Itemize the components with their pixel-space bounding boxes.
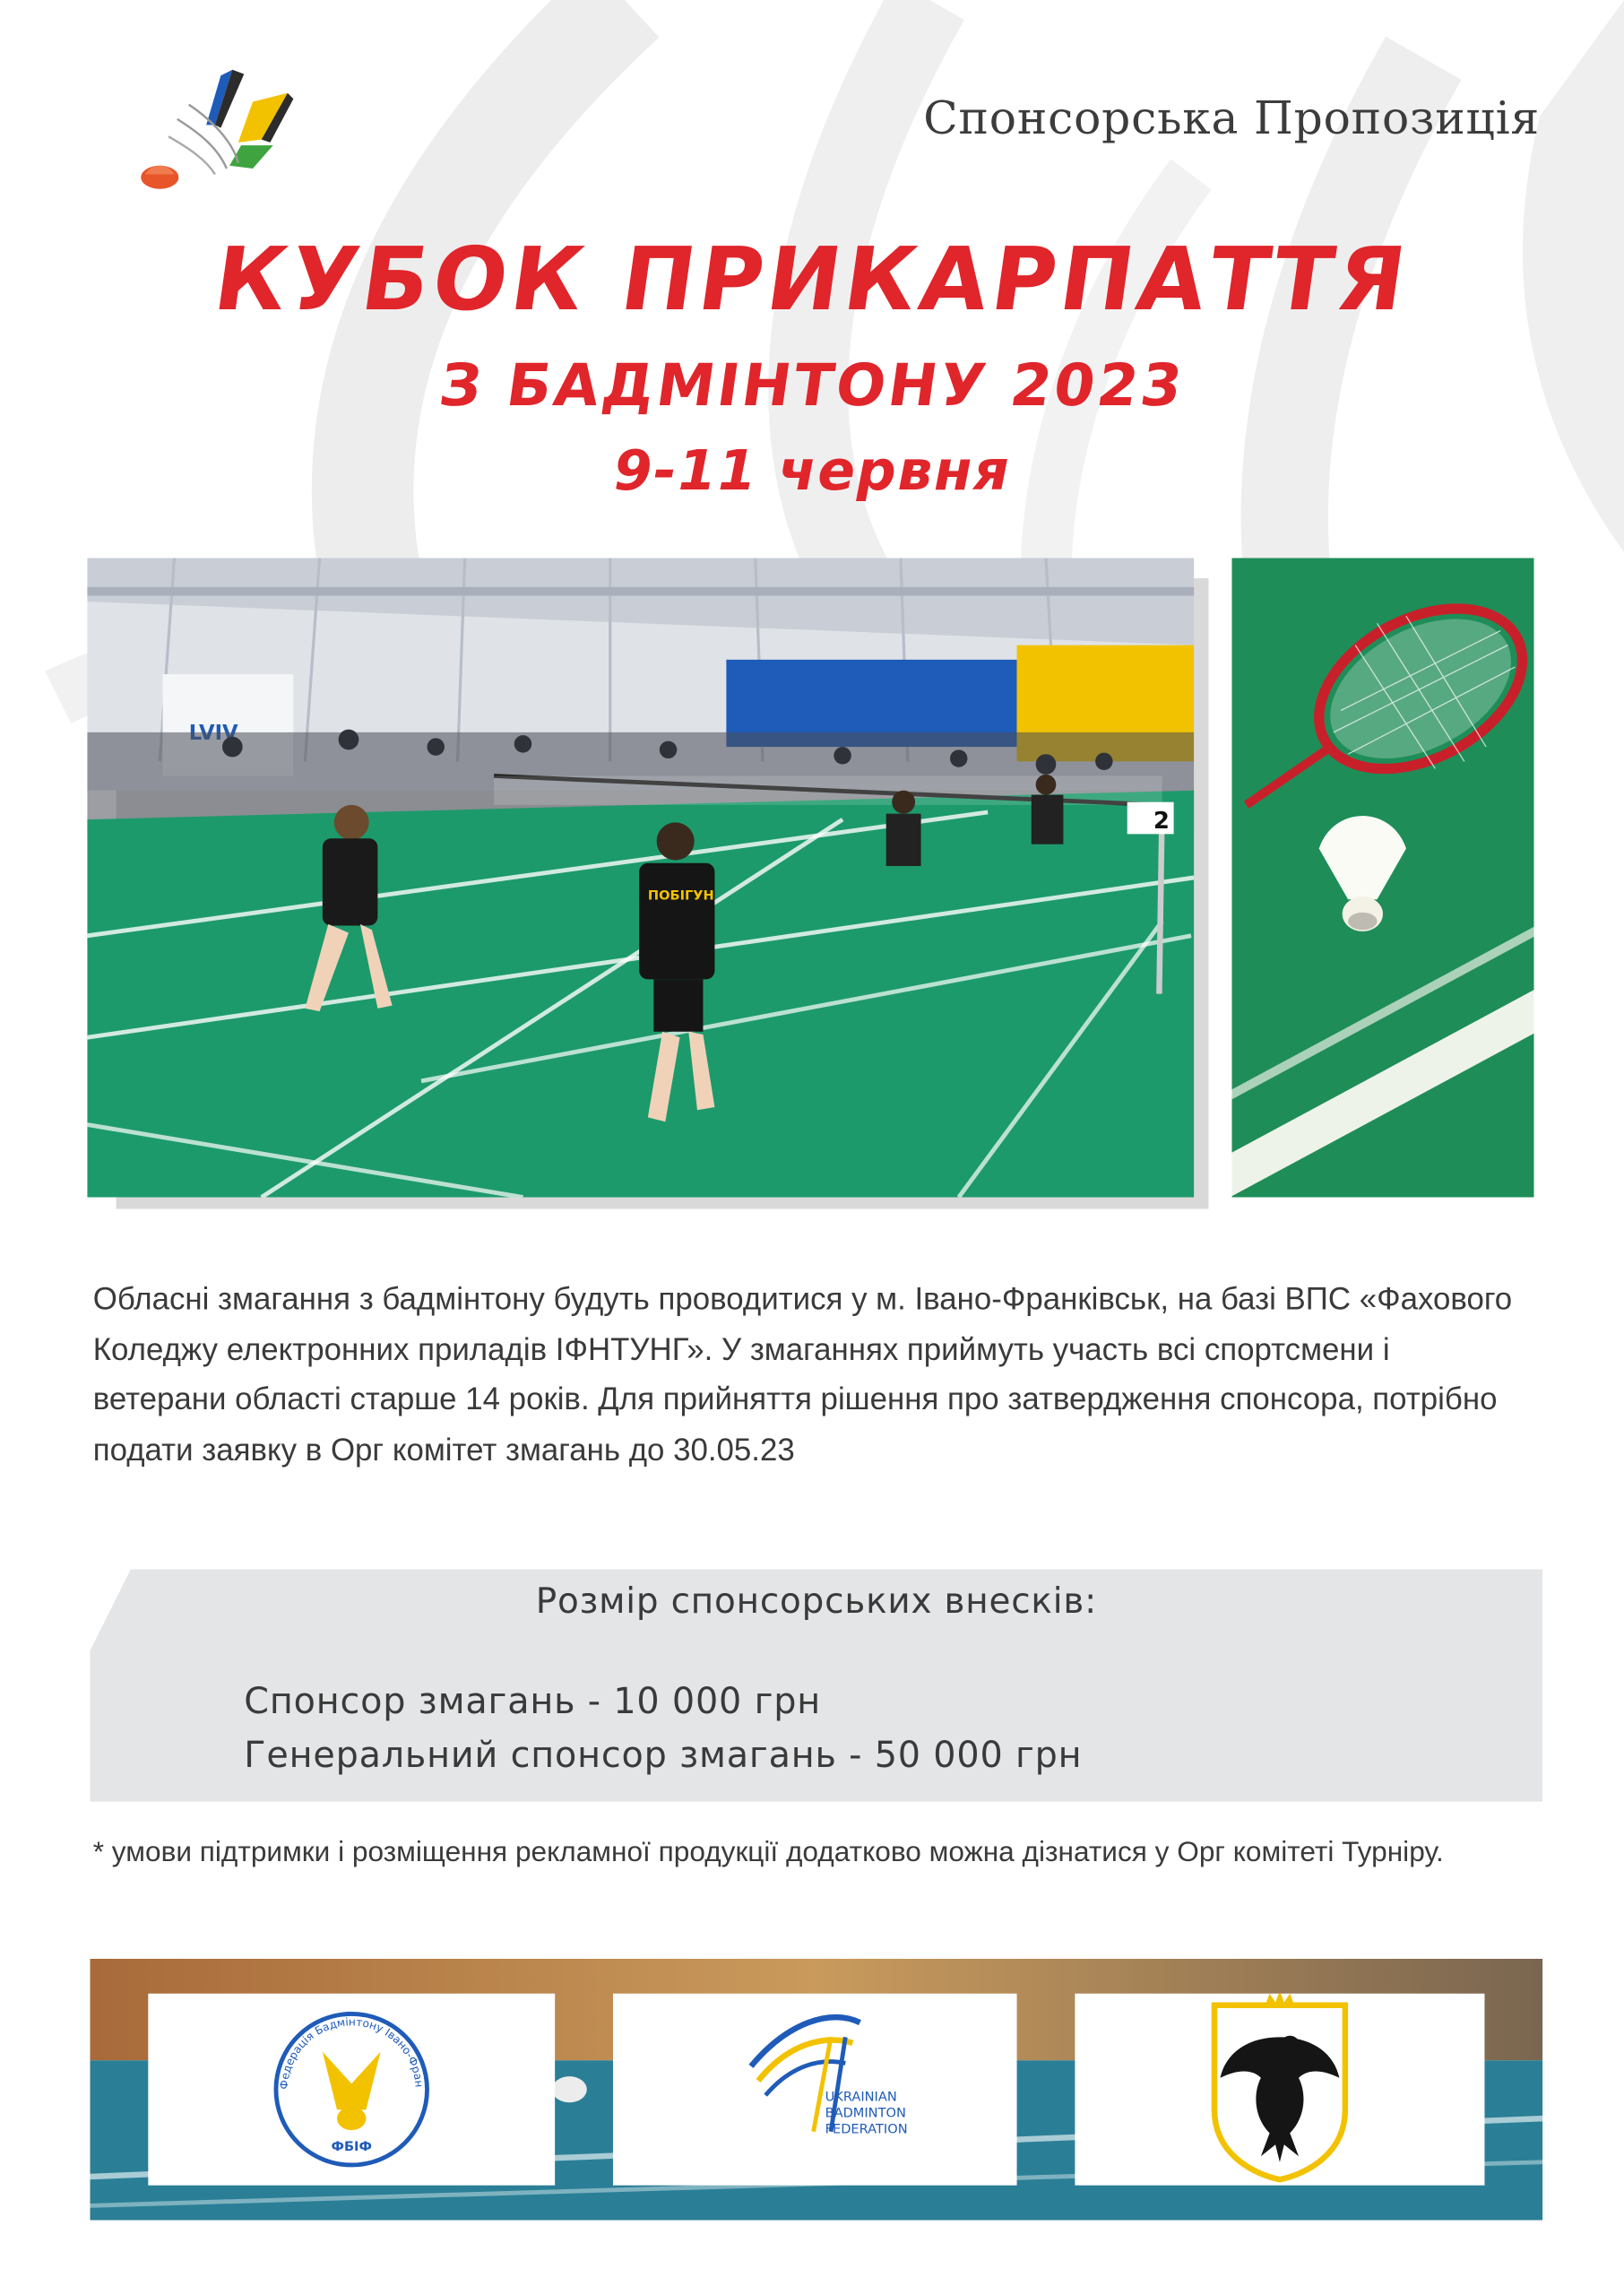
court-number: 2	[1153, 807, 1170, 835]
fbif-ring-text: Федерація Бадмінтону Івано-Фран	[277, 2015, 426, 2091]
fbif-abbr: ФБІФ	[331, 2138, 372, 2154]
intro-paragraph: Обласні змагання з бадмінтону будуть проводитися у м. Івано-Франківськ, на базі ВПС «Фахового Коледжу електронних приладів ІФНТУНГ». У змаганнях приймуть участь всі спортсмени і ветерани області старше 14 років. Для прийняття рішення про затвердження спонсора, потрібно подати заявку в Орг комітет змагань до 30.05.23	[92, 1281, 1513, 1468]
partner-card-fbif	[148, 1994, 555, 2186]
ubf-logo-icon	[613, 1994, 1017, 2186]
partner-card-coat-of-arms	[1075, 1994, 1484, 2186]
jersey-text: ПОБІГУН	[647, 888, 714, 904]
partner-card-ubf	[613, 1994, 1017, 2186]
ubf-line1: UKRAINIAN	[825, 2089, 897, 2105]
event-dates: 9-11 червня	[613, 438, 1011, 503]
document-kicker: Спонсорська Пропозиція	[923, 92, 1541, 146]
ubf-line2: BADMINTON	[825, 2105, 906, 2121]
court-photo	[87, 558, 1194, 1197]
ubf-line3: FEDERATION	[825, 2121, 908, 2137]
racket-image	[1231, 558, 1533, 1197]
shuttlecock-logo-icon	[131, 61, 298, 192]
svg-text:Федерація Бадмінтону Івано-Фра	[148, 1994, 425, 2090]
general-sponsor-tier: Генеральний спонсор змагань - 50 000 грн	[244, 1733, 1083, 1776]
racket-shuttlecock-photo	[1231, 558, 1533, 1197]
jackdaw-coat-of-arms-icon	[1075, 1994, 1484, 2186]
event-subtitle: З БАДМІНТОНУ 2023	[435, 352, 1189, 420]
sponsor-tier: Спонсор змагань - 10 000 грн	[244, 1679, 822, 1722]
footnote: * умови підтримки і розміщення рекламної продукції додатково можна дізнатися у Орг комітеті Турніру.	[92, 1836, 1444, 1869]
sponsorship-heading: Розмір спонсорських внесків:	[535, 1581, 1098, 1622]
event-title: КУБОК ПРИКАРПАТТЯ	[208, 230, 1416, 332]
fbif-logo-icon	[148, 1994, 555, 2186]
court-scene-image	[87, 558, 1194, 1197]
